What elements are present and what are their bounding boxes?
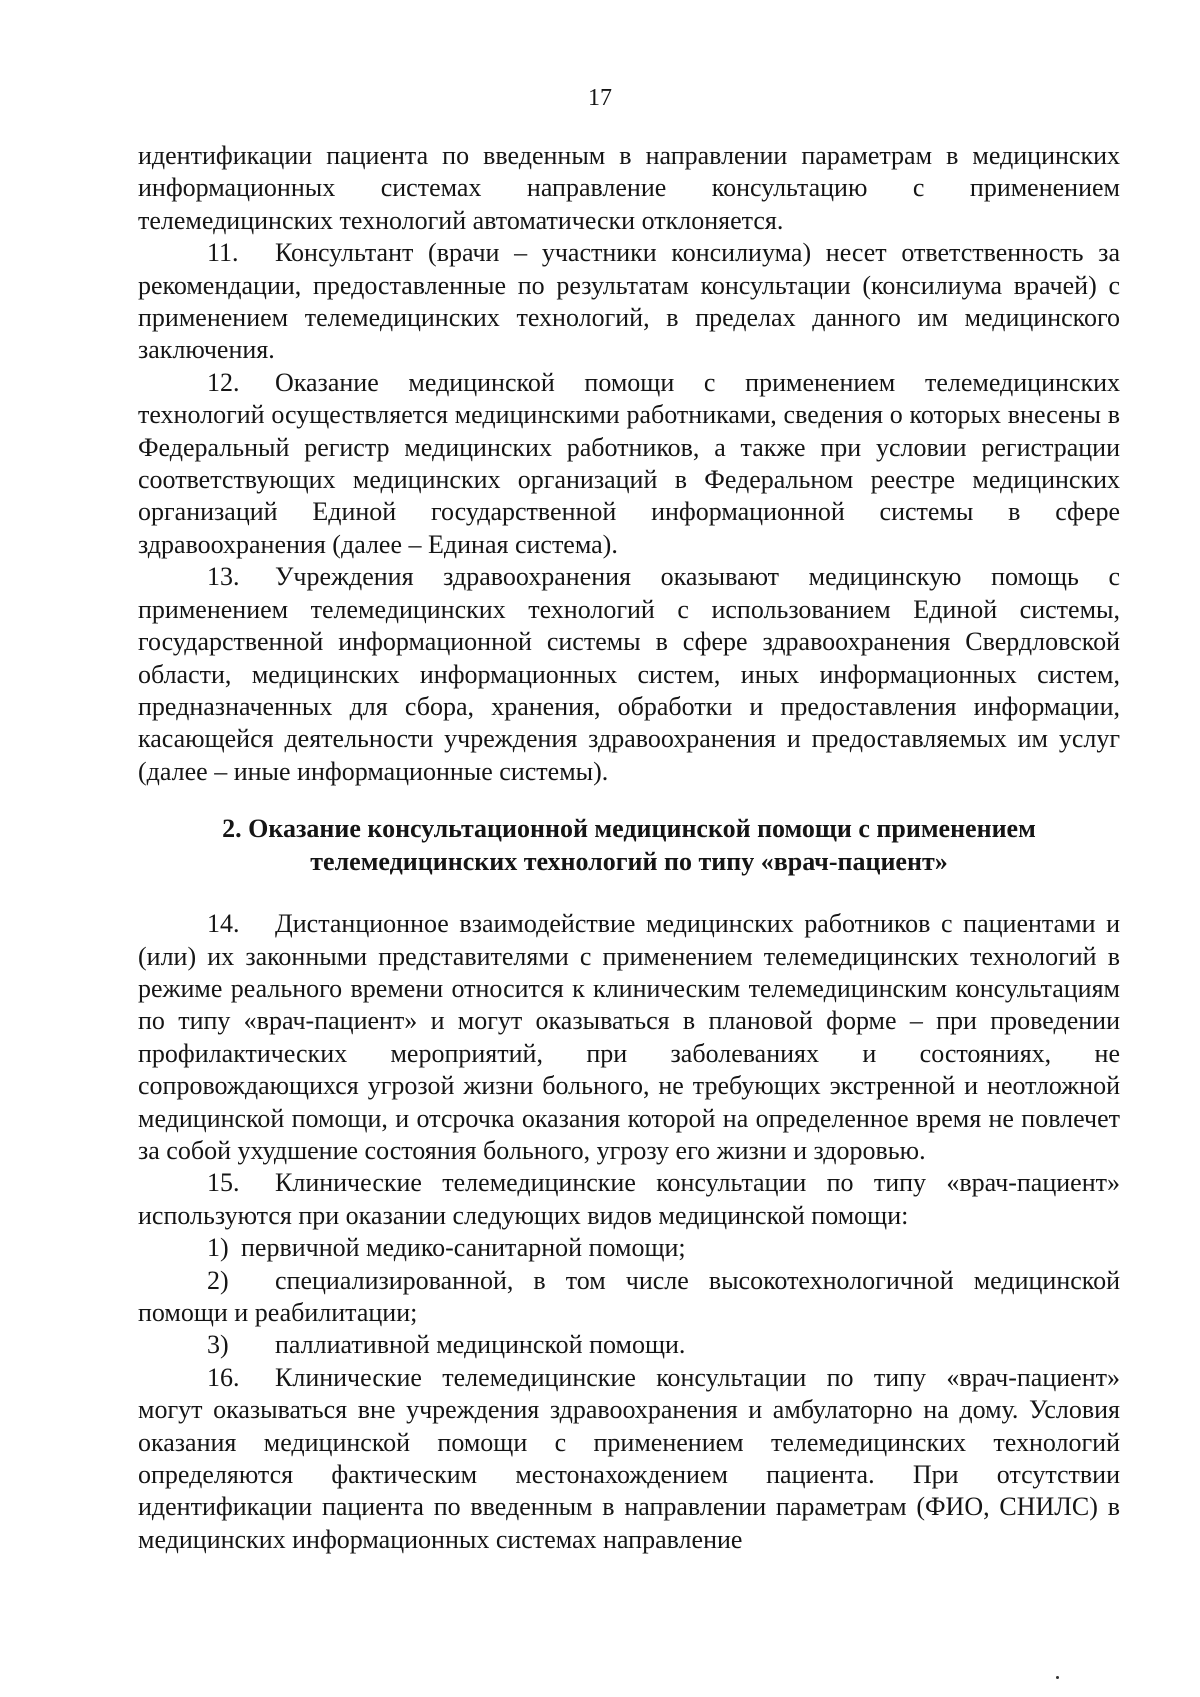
section-heading [138,812,1120,878]
clause-text: Учреждения здравоохранения оказывают медицинскую помощь с применением телемедицинских технологий с использованием Единой системы, государственной информационной системы в сфере здравоохранения Свердловской области, медицинских информационных систем, иных информационных систем, предназначенных для сбора, хранения, обработки и предоставления информации, касающейся деятельности учреждения здравоохранения и предоставляемых им услуг (далее – иные информационные системы). [138,562,1120,786]
clause-text: Клинические телемедицинские консультации по типу «врач-пациент» могут оказываться вне учреждения здравоохранения и амбулаторно на дому. Условия оказания медицинской помощи с применением телемедицинских технологий определяются фактическим местонахождением пациента. При отсутствии идентификации пациента по введенным в направлении параметрам (ФИО, СНИЛС) в медицинских информационных системах направление [138,1362,1120,1554]
clause-paragraph [138,908,1120,1167]
list-item-number: 1) [207,1233,229,1263]
document-body [138,140,1120,1556]
clause-number: 16. [207,1362,240,1392]
list-item-number: 3) [207,1330,229,1360]
clause-number: 11. [207,238,239,268]
scan-speck [1056,1676,1059,1679]
list-item [138,1265,1120,1330]
section-heading-line: 2. Оказание консультационной медицинской помощи с применением [222,814,1036,844]
intro-paragraph: идентификации пациента по введенным в направлении параметрам в медицинских информационных системах направление консультацию с применением телемедицинских технологий автоматически отклоняется. [138,141,1120,235]
page-number: 17 [588,85,612,111]
clause-number: 12. [207,367,240,397]
clause-paragraph [138,367,1120,561]
clause-text: Оказание медицинской помощи с применением телемедицинских технологий осуществляется медицинскими работниками, сведения о которых внесены в Федеральный регистр медицинских работников, а также при условии регистрации соответствующих медицинских организаций в Федеральном реестре медицинских организаций Единой государственной информационной системы в сфере здравоохранения (далее – Единая система). [138,367,1120,559]
list-item-text: специализированной, в том числе высокотехнологичной медицинской помощи и реабилитации; [138,1265,1120,1327]
clause-text: Дистанционное взаимодействие медицинских работников с пациентами и (или) их законными представителями с применением телемедицинских технологий в режиме реального времени относится к клиническим телемедицинским консультациям по типу «врач-пациент» и могут оказываться в плановой форме – при проведении профилактических мероприятий, при заболеваниях и состояниях, не сопровождающихся угрозой жизни больного, не требующих экстренной и неотложной медицинской помощи, и отсрочка оказания которой на определенное время не повлечет за собой ухудшение состояния больного, угрозу его жизни и здоровью. [138,909,1120,1165]
clause-paragraph [138,237,1120,367]
clause-paragraph [138,1167,1120,1232]
clause-paragraph [138,561,1120,788]
list-item [138,1329,1120,1361]
list-item-text: первичной медико-санитарной помощи; [241,1233,686,1263]
clause-number: 15. [207,1168,240,1198]
clause-number: 13. [207,562,240,592]
list-item-text: паллиативной медицинской помощи. [275,1330,686,1360]
section-heading-line: телемедицинских технологий по типу «врач-пациент» [310,847,948,877]
list-item [138,1232,1120,1264]
clause-number: 14. [207,909,240,939]
clause-text: Консультант (врачи – участники консилиума) несет ответственность за рекомендации, предоставленные по результатам консультации (консилиума врачей) с применением телемедицинских технологий, в пределах данного им медицинского заключения. [138,238,1120,365]
clause-text: Клинические телемедицинские консультации по типу «врач-пациент» используются при оказании следующих видов медицинской помощи: [138,1168,1120,1230]
clause-paragraph [138,1362,1120,1556]
list-item-number: 2) [207,1265,229,1295]
